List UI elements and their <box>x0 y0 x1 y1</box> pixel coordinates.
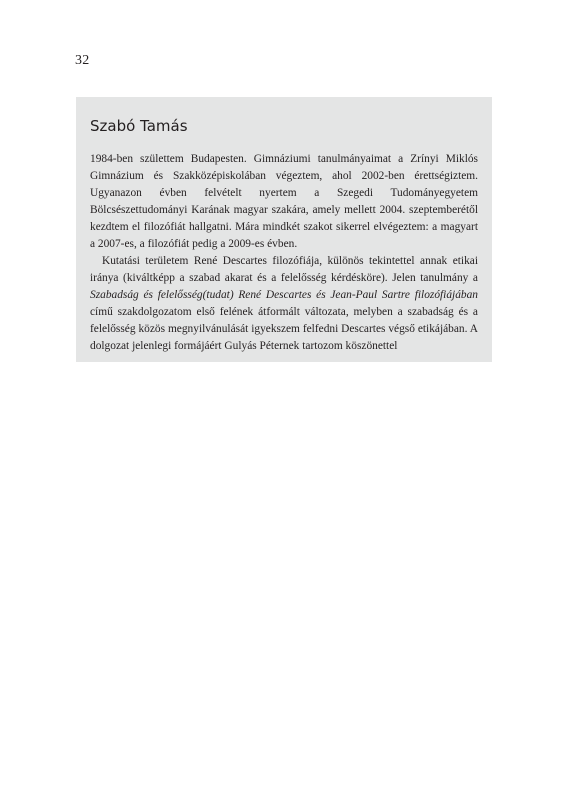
author-bio-box <box>76 97 492 362</box>
bio-paragraph-2-intro: Kutatási területem René Descartes filozófiája, különös tekintettel annak etikai iránya (kiváltképp a szabad akarat és a felelősség kérdésköre). Jelen tanulmány a <box>90 255 478 284</box>
bio-text <box>90 151 478 355</box>
bio-paragraph-2-rest: című szakdolgozatom első felének átformált változata, melyben a szabadság és a felelősség közös megnyilvánulását igyekszem felfedni Descartes végső etikájában. A dolgozat jelenlegi formájáért Gulyás Péternek tartozom köszönettel <box>90 306 478 352</box>
author-name: Szabó Tamás <box>90 117 188 135</box>
thesis-title: Szabadság és felelősség(tudat) René Descartes és Jean-Paul Sartre filozófiájában <box>90 289 478 301</box>
page-number: 32 <box>75 53 90 68</box>
bio-paragraph-1: 1984-ben születtem Budapesten. Gimnáziumi tanulmányaimat a Zrínyi Miklós Gimnázium és Szakközépiskolában végeztem, ahol 2002-ben érettségiztem. Ugyanazon évben felvételt nyertem a Szegedi Tudományegyetem Bölcsészettudományi Karának magyar szakára, amely mellett 2004. szeptemberétől kezdtem el filozófiát hallgatni. Mára mindkét szakot sikerrel elvégeztem: a magyart a 2007-es, a filozófiát pedig a 2009-es évben. <box>90 153 478 250</box>
bio-paragraph-2 <box>90 253 478 355</box>
